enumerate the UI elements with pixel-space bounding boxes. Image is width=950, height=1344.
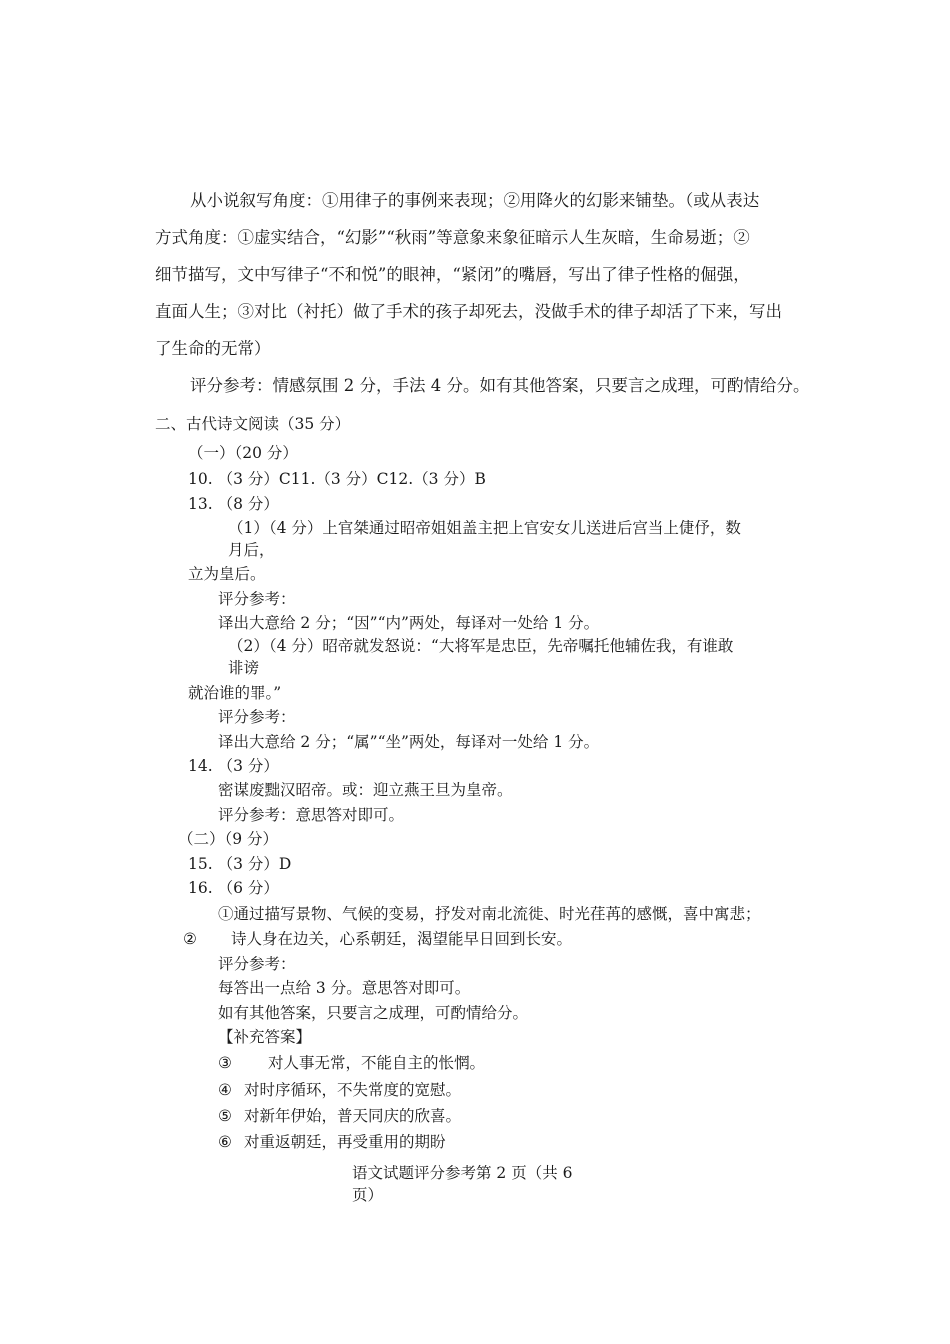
q16-number-2: ② — [183, 930, 197, 948]
q14-ref: 评分参考：意思答对即可。 — [218, 806, 405, 824]
q10-12-answers: 10. （3 分）C11.（3 分）C12.（3 分）B — [188, 470, 486, 488]
q13-1-detail: 译出大意给 2 分；“因”“内”两处，每译对一处给 1 分。 — [218, 614, 600, 632]
q13-2-line-b: 诽谤 — [228, 659, 260, 677]
q16-detail-1: 每答出一点给 3 分。意思答对即可。 — [218, 979, 471, 997]
part-1-title: （一）（20 分） — [188, 444, 298, 462]
q16-answer-2: 诗人身在边关，心系朝廷，渴望能早日回到长安。 — [231, 930, 573, 948]
footer-page-number — [352, 1162, 573, 1206]
paragraph-line-4: 直面人生；③对比（衬托）做了手术的孩子却死去，没做手术的律子却活了下来，写出 — [155, 302, 782, 321]
supplement-title: 【补充答案】 — [218, 1028, 312, 1046]
supplement-item-3: 对人事无常，不能自主的怅惘。 — [268, 1054, 486, 1072]
footer-line-1: 语文试题评分参考第 2 页（共 6 — [352, 1164, 573, 1182]
supplement-number-5: ⑤ — [218, 1107, 232, 1125]
supplement-number-3: ③ — [218, 1054, 232, 1072]
scoring-reference-1: 评分参考：情感氛围 2 分，手法 4 分。如有其他答案，只要言之成理，可酌情给分。 — [190, 376, 810, 395]
q14-title: 14. （3 分） — [188, 757, 279, 775]
q13-1-line-b: 月后， — [228, 541, 275, 559]
q13-1-ref: 评分参考： — [218, 590, 296, 608]
supplement-item-5: 对新年伊始，普天同庆的欣喜。 — [244, 1107, 462, 1125]
q15-answer: 15. （3 分）D — [188, 855, 292, 873]
q16-ref: 评分参考： — [218, 955, 296, 973]
q16-title: 16. （6 分） — [188, 879, 279, 897]
q13-2-line-c: 就治谁的罪。” — [188, 684, 282, 702]
supplement-item-6: 对重返朝廷，再受重用的期盼 — [244, 1133, 446, 1151]
q14-answer: 密谋废黜汉昭帝。或：迎立燕王旦为皇帝。 — [218, 781, 513, 799]
part-2-title: （二）（9 分） — [178, 830, 279, 848]
paragraph-line-1: 从小说叙写角度：①用律子的事例来表现；②用降火的幻影来铺垫。（或从表达 — [190, 191, 760, 210]
q13-2-ref: 评分参考： — [218, 708, 296, 726]
paragraph-line-3: 细节描写，文中写律子“不和悦”的眼神，“紧闭”的嘴唇，写出了律子性格的倔强， — [155, 265, 750, 284]
paragraph-line-2: 方式角度：①虚实结合，“幻影”“秋雨”等意象来象征暗示人生灰暗，生命易逝；② — [155, 228, 750, 247]
footer-line-2: 页） — [352, 1186, 384, 1204]
section-2-title: 二、古代诗文阅读（35 分） — [155, 415, 351, 433]
supplement-item-4: 对时序循环，不失常度的宽慰。 — [244, 1081, 462, 1099]
q16-answer-1: ①通过描写景物、气候的变易，抒发对南北流徙、时光荏苒的感慨，喜中寓悲； — [218, 905, 761, 923]
supplement-number-6: ⑥ — [218, 1133, 232, 1151]
q13-1-line-a: （1）（4 分）上官桀通过昭帝姐姐盖主把上官安女儿送进后宫当上倢伃，数 — [228, 519, 741, 537]
paragraph-line-5: 了生命的无常） — [155, 339, 271, 358]
q16-detail-2: 如有其他答案，只要言之成理，可酌情给分。 — [218, 1004, 529, 1022]
q13-2-detail: 译出大意给 2 分；“属”“坐”两处，每译对一处给 1 分。 — [218, 733, 600, 751]
supplement-number-4: ④ — [218, 1081, 232, 1099]
q13-1-line-c: 立为皇后。 — [188, 565, 266, 583]
q13-2-line-a: （2）（4 分）昭帝就发怒说：“大将军是忠臣，先帝嘱托他辅佐我，有谁敢 — [228, 637, 734, 655]
q13-title: 13. （8 分） — [188, 495, 279, 513]
